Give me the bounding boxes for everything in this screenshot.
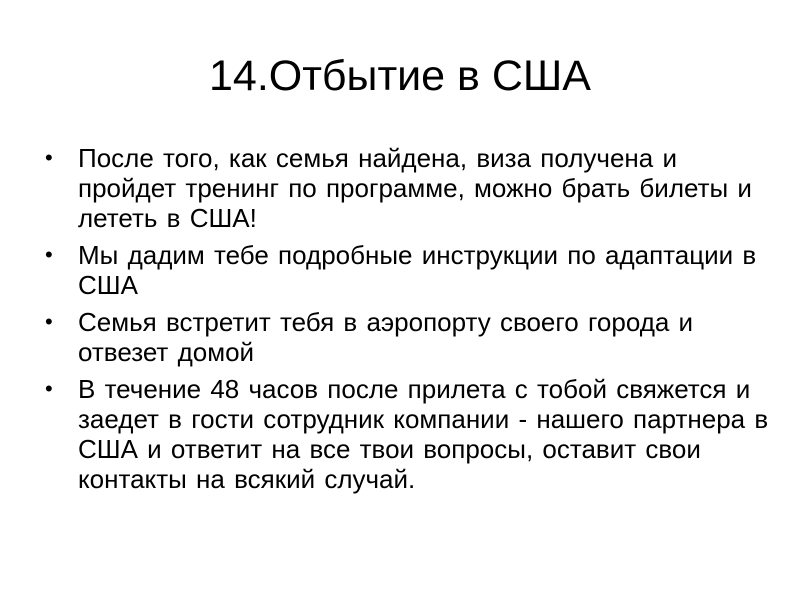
- list-item: [40, 240, 770, 300]
- list-item: [40, 307, 770, 367]
- list-item: [40, 374, 770, 494]
- bullet-text: Мы дадим тебе подробные инструкции по адаптации в США: [78, 240, 757, 300]
- bullet-dot-icon: •: [45, 309, 53, 334]
- bullet-text: В течение 48 часов после прилета с тобой свяжется и заедет в гости сотрудник компании - нашего партнера в США и ответит на все твои вопросы, оставит свои контакты на всякий случай.: [78, 374, 769, 494]
- bullet-dot-icon: •: [45, 145, 53, 170]
- slide-title: 14.Отбытие в США: [209, 52, 591, 100]
- bullet-dot-icon: •: [45, 376, 53, 401]
- list-item: [40, 143, 770, 233]
- bullet-list: [40, 143, 770, 494]
- bullet-text: После того, как семья найдена, виза получена и пройдет тренинг по программе, можно брать билеты и лететь в США!: [78, 143, 752, 233]
- bullet-text: Семья встретит тебя в аэропорту своего города и отвезет домой: [78, 307, 694, 367]
- bullet-dot-icon: •: [45, 242, 53, 267]
